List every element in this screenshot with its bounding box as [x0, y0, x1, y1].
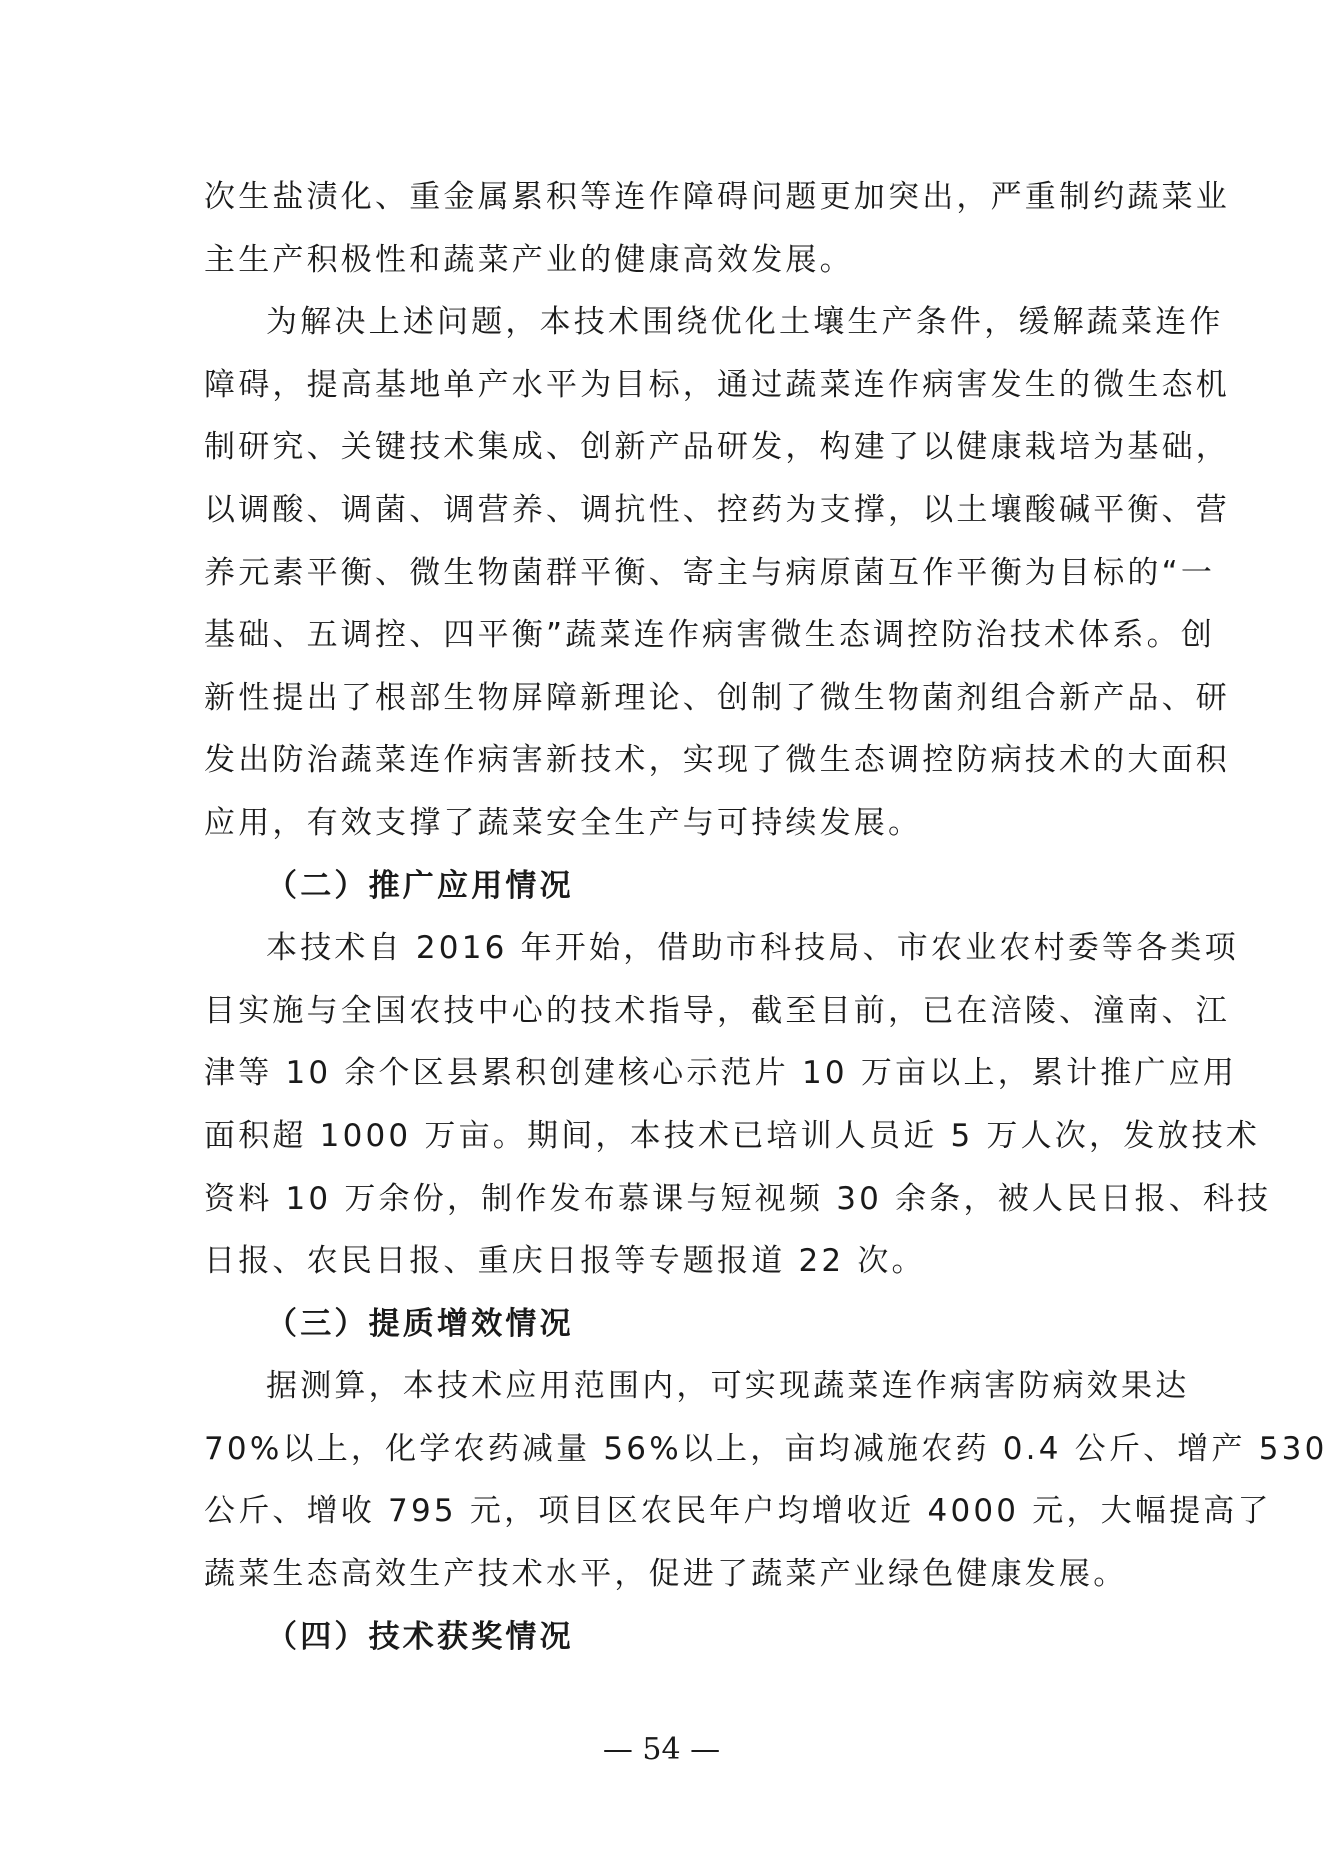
section-heading-awards: （四）技术获奖情况 — [266, 1618, 574, 1655]
text-line: 面积超 1000 万亩。期间，本技术已培训人员近 5 万人次，发放技术 — [204, 1117, 1261, 1154]
text-line: 蔬菜生态高效生产技术水平，促进了蔬菜产业绿色健康发展。 — [204, 1556, 1128, 1593]
body-text — [204, 166, 1328, 1668]
text-line: 基础、五调控、四平衡”蔬菜连作病害微生态调控防治技术体系。创 — [204, 617, 1216, 654]
text-line: 次生盐渍化、重金属累积等连作障碍问题更加突出，严重制约蔬菜业 — [204, 179, 1230, 215]
text-line: 养元素平衡、微生物菌群平衡、寄主与病原菌互作平衡为目标的“一 — [204, 554, 1216, 591]
text-line: 津等 10 余个区县累积创建核心示范片 10 万亩以上，累计推广应用 — [204, 1055, 1238, 1092]
text-line: 制研究、关键技术集成、创新产品研发，构建了以健康栽培为基础， — [204, 429, 1230, 466]
text-line: 发出防治蔬菜连作病害新技术，实现了微生态调控防病技术的大面积 — [204, 742, 1230, 779]
text-line: 应用，有效支撑了蔬菜安全生产与可持续发展。 — [204, 804, 923, 841]
text-line: 为解决上述问题，本技术围绕优化土壤生产条件，缓解蔬菜连作 — [266, 304, 1224, 341]
text-line: 日报、农民日报、重庆日报等专题报道 22 次。 — [204, 1243, 926, 1280]
section-heading-promotion: （二）推广应用情况 — [266, 867, 574, 904]
text-line: 主生产积极性和蔬菜产业的健康高效发展。 — [204, 241, 854, 278]
text-line: 障碍，提高基地单产水平为目标，通过蔬菜连作病害发生的微生态机 — [204, 366, 1230, 403]
text-line: 目实施与全国农技中心的技术指导，截至目前，已在涪陵、潼南、江 — [204, 992, 1230, 1029]
text-line: 本技术自 2016 年开始，借助市科技局、市农业农村委等各类项 — [266, 930, 1239, 967]
text-line: 70%以上，化学农药减量 56%以上，亩均减施农药 0.4 公斤、增产 530 — [204, 1430, 1328, 1467]
text-line: 新性提出了根部生物屏障新理论、创制了微生物菌剂组合新产品、研 — [204, 679, 1230, 716]
text-line: 公斤、增收 795 元，项目区农民年户均增收近 4000 元，大幅提高了 — [204, 1493, 1272, 1530]
text-line: 以调酸、调菌、调营养、调抗性、控药为支撑，以土壤酸碱平衡、营 — [204, 491, 1230, 528]
text-line: 资料 10 万余份，制作发布慕课与短视频 30 余条，被人民日报、科技 — [204, 1180, 1272, 1217]
text-line: 据测算，本技术应用范围内，可实现蔬菜连作病害防病效果达 — [266, 1368, 1190, 1405]
page-number: — 54 — — [602, 1732, 721, 1767]
section-heading-efficiency: （三）提质增效情况 — [266, 1305, 574, 1342]
